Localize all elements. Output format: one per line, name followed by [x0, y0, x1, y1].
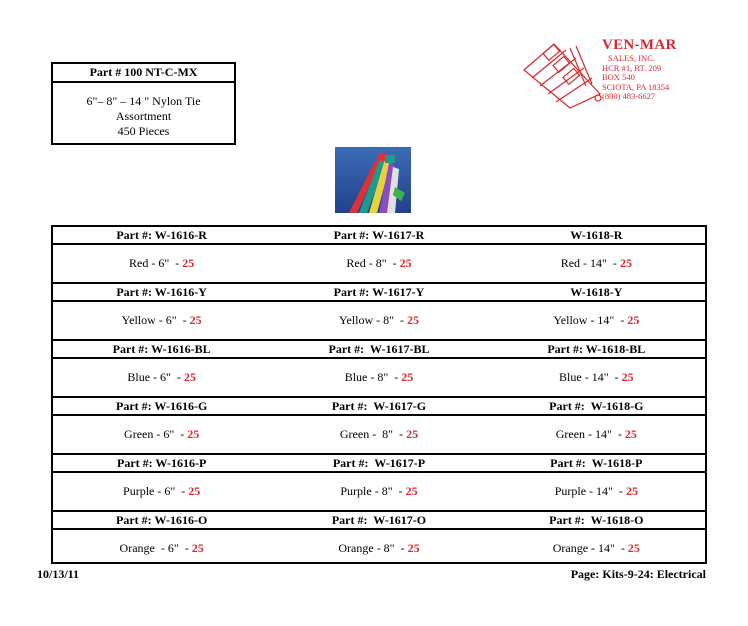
item-cell [488, 302, 705, 339]
item-label: Green - 14" - [555, 427, 625, 441]
part-number-header: Part #: W-1618-O [549, 513, 644, 527]
item-cell [53, 473, 270, 510]
item-cell [270, 473, 487, 510]
table-header-row [53, 284, 705, 302]
part-number-header: Part #: W-1616-Y [116, 285, 207, 299]
item-cell [488, 530, 705, 567]
item-label: Red - 8" - [346, 256, 400, 270]
item-label: Orange - 8" - [338, 541, 408, 555]
table-value-row [53, 530, 705, 567]
table-row-group [53, 512, 705, 567]
item-label: Orange - 6" - [119, 541, 192, 555]
part-number-header: W-1618-R [570, 228, 623, 242]
item-cell [488, 359, 705, 396]
item-quantity: 25 [407, 541, 420, 555]
table-value-row [53, 359, 705, 396]
part-number-header: Part #: W-1618-P [550, 456, 643, 470]
item-cell [53, 416, 270, 453]
item-label: Green - 8" - [339, 427, 407, 441]
address-line: SCIOTA, PA 18354 [602, 81, 670, 92]
table-row-group [53, 341, 705, 398]
item-quantity: 25 [406, 427, 419, 441]
item-label: Green - 6" - [124, 427, 188, 441]
item-quantity: 25 [189, 313, 202, 327]
table-row-group [53, 455, 705, 512]
item-quantity: 25 [187, 427, 200, 441]
part-number-header: Part #: W-1618-G [549, 399, 644, 413]
item-cell [53, 359, 270, 396]
nylon-ties-image-icon [335, 147, 411, 213]
item-cell [270, 416, 487, 453]
company-name: VEN-MAR [602, 37, 677, 53]
item-quantity: 25 [627, 313, 640, 327]
item-quantity: 25 [624, 427, 637, 441]
item-cell [270, 245, 487, 282]
part-number-header: Part #: W-1618-BL [547, 342, 646, 356]
item-label: Purple - 6" - [123, 484, 189, 498]
item-label: Yellow - 8" - [338, 313, 407, 327]
part-number-header: Part #: W-1616-O [116, 513, 208, 527]
part-number-header: Part #: W-1617-O [331, 513, 427, 527]
table-value-row [53, 245, 705, 282]
parts-table [51, 225, 707, 564]
item-quantity: 25 [407, 313, 419, 327]
part-number-header: Part #: W-1617-BL [328, 342, 430, 356]
item-label: Orange - 14" - [552, 541, 628, 555]
table-row-group [53, 398, 705, 455]
address-line: BOX 540 [602, 72, 635, 82]
item-label: Yellow - 6" - [121, 313, 190, 327]
footer-page-label: Page: Kits-9-24: Electrical [570, 567, 706, 581]
part-number-header: Part #: W-1617-Y [333, 285, 425, 299]
nylon-ties-photo [335, 147, 411, 213]
item-label: Purple - 8" - [340, 484, 406, 498]
item-quantity: 25 [182, 256, 195, 270]
item-label: Blue - 6" - [127, 370, 184, 384]
description-line: 450 Pieces [117, 124, 170, 138]
part-number-header: W-1618-Y [570, 285, 623, 299]
part-number-header: Part #: W-1616-P [117, 456, 207, 470]
footer-date: 10/13/11 [37, 567, 80, 581]
item-cell [53, 530, 270, 567]
phone-number: (800) 483-6627 [602, 91, 656, 101]
company-subtitle: SALES, INC. [608, 53, 655, 63]
item-quantity: 25 [619, 256, 632, 270]
item-quantity: 25 [627, 541, 640, 555]
item-cell [488, 473, 705, 510]
table-header-row [53, 227, 705, 245]
part-number-header: Part #: W-1617-P [332, 456, 426, 470]
item-label: Blue - 14" - [559, 370, 622, 384]
address-line: HCR #1, RT. 209 [602, 62, 662, 73]
item-quantity: 25 [399, 256, 412, 270]
table-header-row [53, 398, 705, 416]
table-value-row [53, 416, 705, 453]
part-number-header: Part #: W-1617-R [333, 228, 425, 242]
company-address-block [602, 38, 677, 101]
item-cell [270, 359, 487, 396]
part-description [53, 83, 234, 139]
part-number-header: Part #: W-1616-R [116, 228, 207, 242]
item-quantity: 25 [401, 370, 414, 384]
item-quantity: 25 [625, 484, 638, 498]
table-header-row [53, 512, 705, 530]
table-row-group [53, 284, 705, 341]
item-quantity: 25 [621, 370, 634, 384]
item-cell [53, 245, 270, 282]
description-line: 6"– 8" – 14 " Nylon Tie [86, 94, 201, 108]
item-label: Blue - 8" - [344, 370, 402, 384]
item-quantity: 25 [188, 484, 201, 498]
item-quantity: 25 [183, 370, 196, 384]
item-label: Red - 14" - [560, 256, 620, 270]
item-cell [53, 302, 270, 339]
description-line: Assortment [115, 109, 172, 123]
item-cell [488, 416, 705, 453]
part-number-header: Part #: W-1616-BL [112, 342, 211, 356]
item-label: Purple - 14" - [554, 484, 626, 498]
table-row-group [53, 227, 705, 284]
part-number-header: Part #: W-1617-G [331, 399, 427, 413]
item-quantity: 25 [191, 541, 204, 555]
item-label: Yellow - 14" - [553, 313, 628, 327]
table-header-row [53, 341, 705, 359]
table-value-row [53, 473, 705, 510]
part-info-box [51, 62, 236, 145]
item-cell [270, 530, 487, 567]
item-quantity: 25 [405, 484, 418, 498]
table-value-row [53, 302, 705, 339]
part-number-header: Part #: W-1616-G [116, 399, 208, 413]
item-label: Red - 6" - [129, 256, 183, 270]
table-header-row [53, 455, 705, 473]
item-cell [488, 245, 705, 282]
part-number-title: Part # 100 NT-C-MX [53, 64, 234, 83]
item-cell [270, 302, 487, 339]
